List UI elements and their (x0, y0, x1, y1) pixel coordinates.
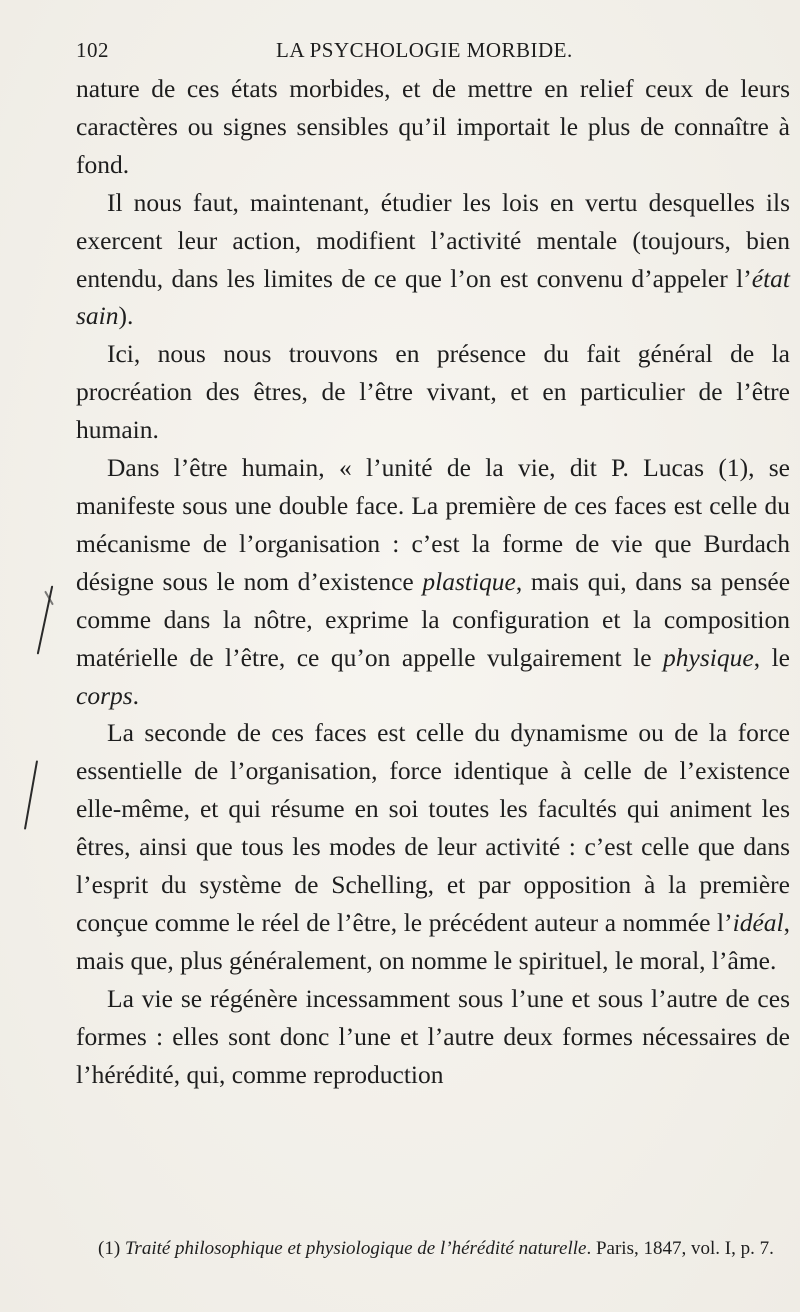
page-header (76, 26, 776, 66)
margin-pencil-mark (24, 760, 38, 829)
paragraph (76, 714, 790, 979)
page-number: 102 (76, 38, 109, 62)
italic-text: idéal (732, 907, 784, 937)
text-run: , le (753, 642, 791, 672)
text-run: . (132, 680, 140, 710)
body-text (76, 70, 790, 1093)
text-run: La vie se régénère incessamment sous l’une et sous l’autre de ces formes : elles sont donc l’une et l’autre deux formes nécessaires de l’hérédité, qui, comme reproduction (76, 983, 790, 1089)
italic-text: Traité philosophique et physiologique de l’hérédité naturelle (124, 1238, 587, 1259)
text-run: ). (118, 301, 134, 331)
text-run: La seconde de ces faces est celle du dynamisme ou de la force essentielle de l’organisation, force identique à celle de l’existence elle-même, et qui résume en soi toutes les facultés qui animent les êtres, ainsi que tous les modes de leur activité : c’est celle que dans l’esprit du système de Schelling, et par opposition à la première conçue comme le réel de l’être, le précédent auteur a nommée l’ (76, 718, 790, 937)
text-run: , mais qui, dans sa pensée comme dans la nôtre, exprime la configuration et la composition matérielle de l’être, ce qu’on appelle vulgairement le (76, 566, 791, 672)
paragraph (76, 184, 790, 336)
text-run: (1) (98, 1238, 125, 1259)
paragraph (76, 335, 790, 449)
footnote-text (76, 1234, 790, 1263)
italic-text: plastique (422, 566, 516, 596)
text-run: , mais que, plus généralement, on nomme le spirituel, le moral, l’âme. (76, 907, 790, 975)
text-run: Ici, nous nous trouvons en présence du fait général de la procréation des êtres, de l’être vivant, et en particulier de l’être humain. (76, 339, 790, 445)
text-run: nature de ces états morbides, et de mettre en relief ceux de leurs caractères ou signes sensibles qu’il importait le plus de connaître à fond. (76, 74, 790, 179)
italic-text: corps (76, 680, 133, 710)
running-title: LA PSYCHOLOGIE MORBIDE. (276, 38, 573, 62)
margin-pencil-mark (37, 586, 54, 655)
footnote (76, 1234, 790, 1263)
text-run: Dans l’être humain, « l’unité de la vie, dit P. Lucas (1), se manifeste sous une double face. La première de ces faces est celle du mécanisme de l’organisation : c’est la forme de vie que Burdach désigne sous le nom d’existence (76, 453, 790, 596)
paragraph (76, 980, 790, 1094)
italic-text: état sain (76, 263, 790, 331)
italic-text: physique (663, 642, 754, 672)
paragraph (76, 449, 790, 714)
text-run: . Paris, 1847, vol. I, p. 7. (586, 1238, 774, 1259)
paragraph (76, 70, 790, 184)
text-run: Il nous faut, maintenant, étudier les lois en vertu desquelles ils exercent leur action, modifient l’activité mentale (toujours, bien entendu, dans les limites de ce que l’on est convenu d’appeler l’ (76, 187, 790, 293)
